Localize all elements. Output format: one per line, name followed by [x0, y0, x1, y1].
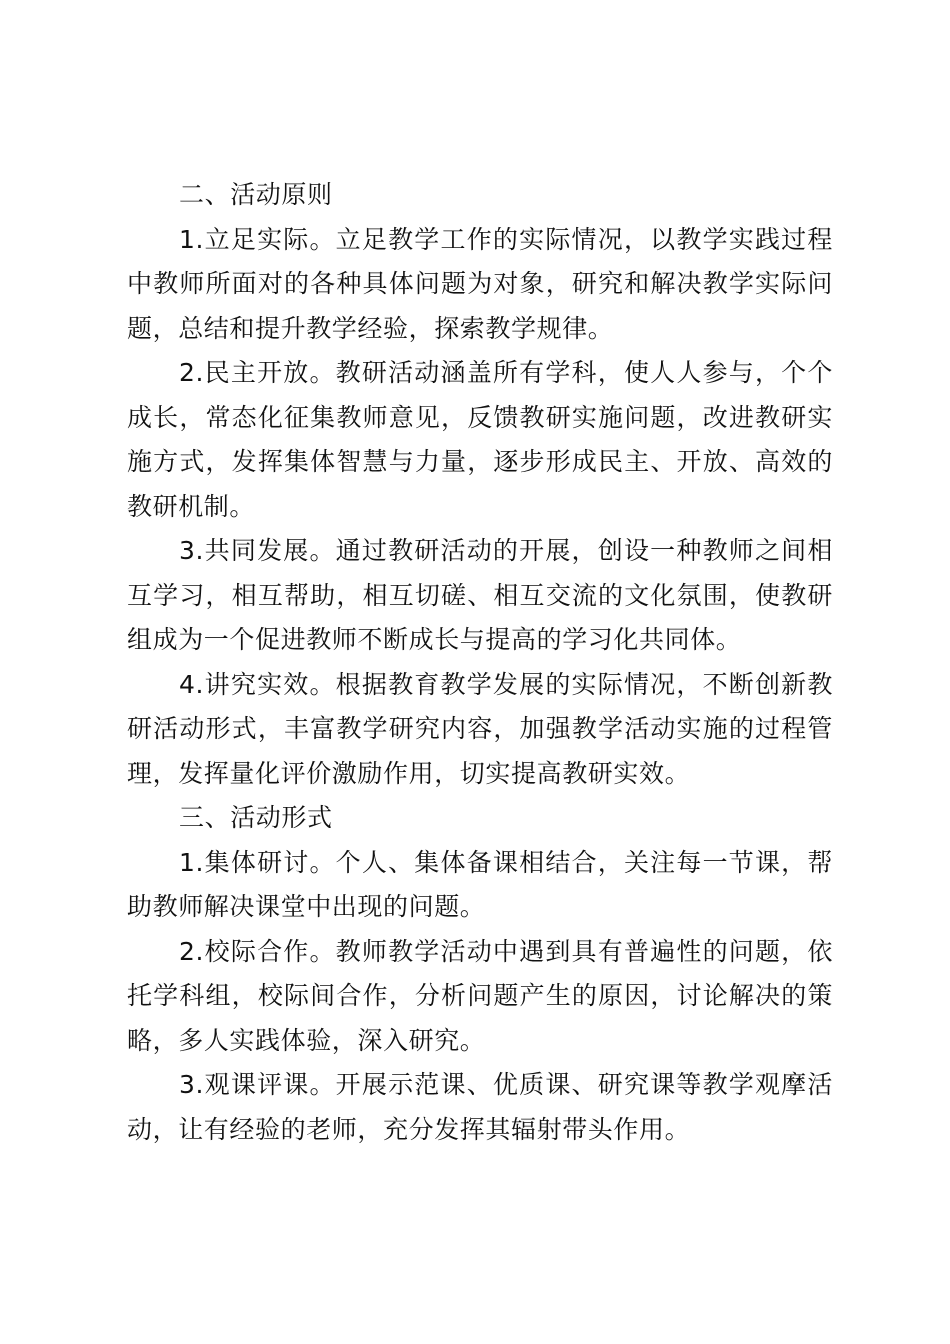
section-heading-forms: 三、活动形式	[179, 803, 333, 832]
paragraph-form-3: 3.观课评课。开展示范课、优质课、研究课等教学观摩活动，让有经验的老师，充分发挥其辐射带头作用。	[127, 1070, 833, 1144]
paragraph-form-2: 2.校际合作。教师教学活动中遇到具有普遍性的问题，依托学科组，校际间合作，分析问题产生的原因，讨论解决的策略，多人实践体验，深入研究。	[127, 936, 833, 1055]
paragraph-principle-2: 2.民主开放。教研活动涵盖所有学科，使人人参与，个个成长，常态化征集教师意见，反馈教研实施问题，改进教研实施方式，发挥集体智慧与力量，逐步形成民主、开放、高效的教研机制。	[127, 358, 833, 521]
section-heading-principles: 二、活动原则	[179, 180, 333, 209]
paragraph-principle-3: 3.共同发展。通过教研活动的开展，创设一种教师之间相互学习，相互帮助，相互切磋、相互交流的文化氛围，使教研组成为一个促进教师不断成长与提高的学习化共同体。	[127, 536, 833, 654]
document-body	[127, 173, 833, 1152]
paragraph-principle-1: 1.立足实际。立足教学工作的实际情况，以教学实践过程中教师所面对的各种具体问题为对象，研究和解决教学实际问题，总结和提升教学经验，探索教学规律。	[127, 224, 833, 343]
paragraph-form-1: 1.集体研讨。个人、集体备课相结合，关注每一节课，帮助教师解决课堂中出现的问题。	[127, 847, 833, 921]
paragraph-principle-4: 4.讲究实效。根据教育教学发展的实际情况，不断创新教研活动形式，丰富教学研究内容，加强教学活动实施的过程管理，发挥量化评价激励作用，切实提高教研实效。	[127, 669, 833, 788]
